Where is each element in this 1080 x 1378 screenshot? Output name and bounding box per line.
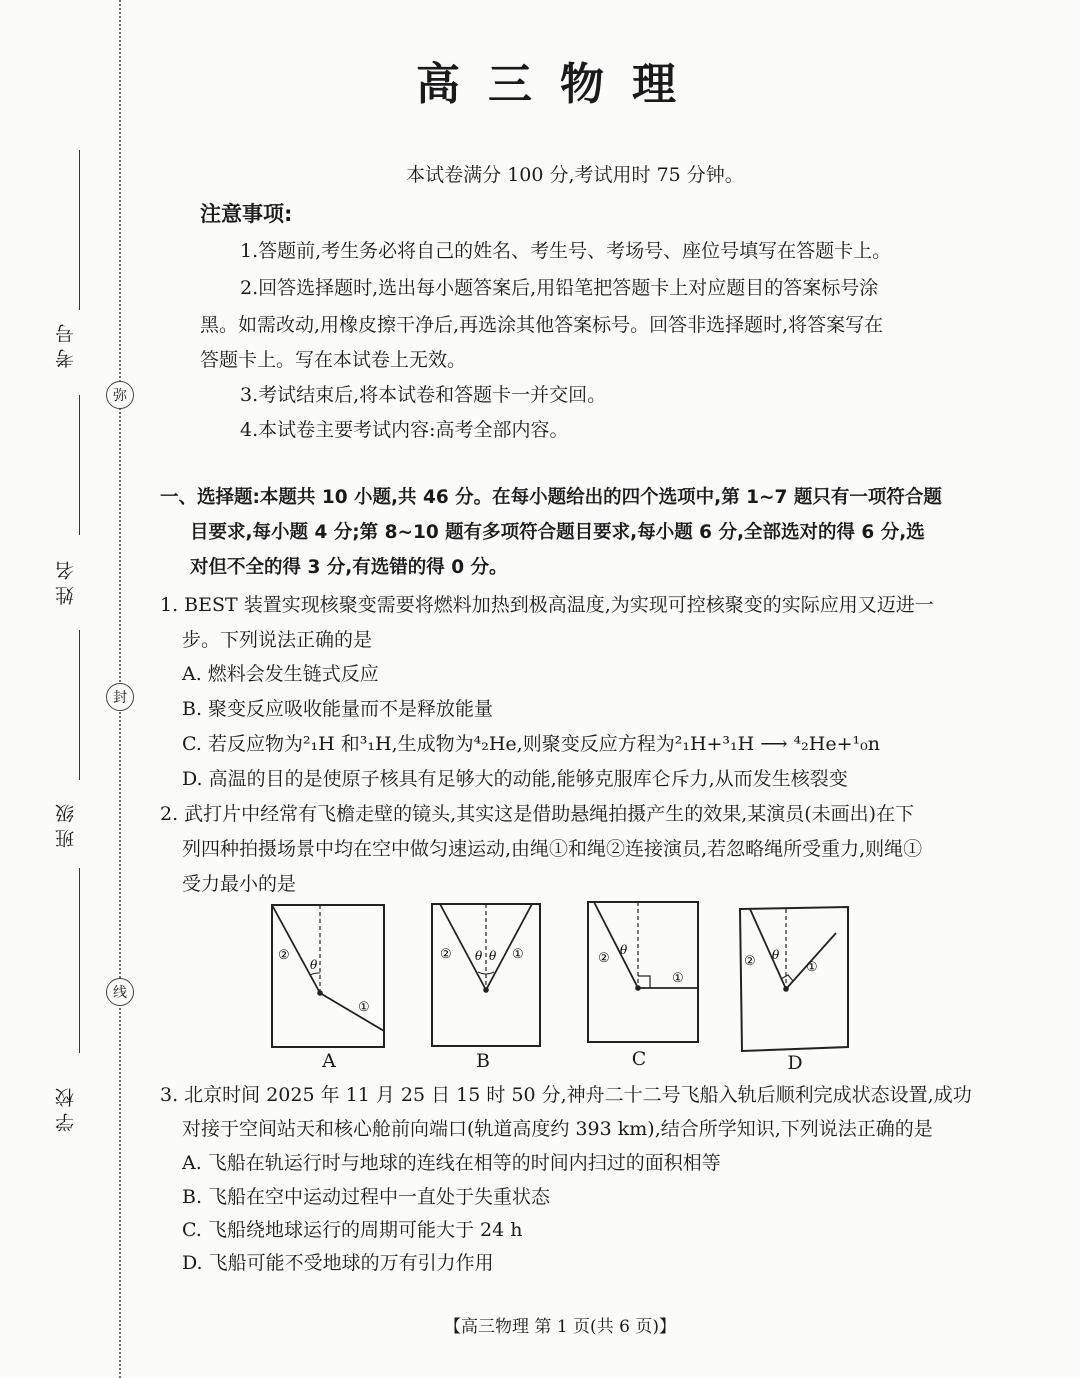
notice-line-5: 3.考试结束后,将本试卷和答题卡一并交回。 [240, 384, 607, 406]
seal-xian: 线 [106, 978, 134, 1006]
notice-line-3: 黑。如需改动,用橡皮擦干净后,再选涂其他答案标号。回答非选择题时,将答案写在 [200, 314, 884, 336]
figure-label-c: C [631, 1048, 647, 1070]
rope-1-label-b: ① [512, 947, 524, 962]
q3-stem-line-1: 3. 北京时间 2025 年 11 月 25 日 15 时 50 分,神舟二十二号飞船入轨后顺利完成状态设置,成功 [160, 1084, 972, 1106]
notice-line-2: 2.回答选择题时,选出每小题答案后,用铅笔把答题卡上对应题目的答案标号涂 [240, 277, 879, 299]
binding-margin [0, 0, 140, 1378]
figure-panel-a [270, 903, 388, 1051]
figure-panel-b [430, 902, 544, 1050]
q3-option-c: C. 飞船绕地球运行的周期可能大于 24 h [182, 1219, 523, 1241]
q2-stem-line-3: 受力最小的是 [182, 873, 297, 895]
seal-mi: 弥 [106, 381, 134, 409]
figure-label-d: D [787, 1052, 803, 1074]
school-line [79, 868, 80, 1053]
exam-number-label: 考号 [55, 318, 77, 368]
q3-option-d: D. 飞船可能不受地球的万有引力作用 [182, 1252, 494, 1274]
q1-option-c: C. 若反应物为²₁H 和³₁H,生成物为⁴₂He,则聚变反应方程为²₁H+³₁H ⟶ ⁴₂He+¹₀n [182, 733, 880, 755]
exam-subtitle: 本试卷满分 100 分,考试用时 75 分钟。 [406, 164, 744, 186]
name-line [79, 395, 80, 535]
notice-line-1: 1.答题前,考生务必将自己的姓名、考生号、考场号、座位号填写在答题卡上。 [240, 240, 892, 262]
notice-line-6: 4.本试卷主要考试内容:高考全部内容。 [240, 419, 569, 441]
class-line [79, 630, 80, 780]
notice-line-4: 答题卡上。写在本试卷上无效。 [200, 349, 467, 371]
figure-panel-c [586, 900, 702, 1046]
q1-option-b: B. 聚变反应吸收能量而不是释放能量 [182, 698, 494, 720]
q3-option-a: A. 飞船在轨运行时与地球的连线在相等的时间内扫过的面积相等 [182, 1152, 721, 1174]
seal-feng: 封 [106, 683, 134, 711]
page-footer: 【高三物理 第 1 页(共 6 页)】 [444, 1317, 676, 1337]
rope-2-label-c: ② [598, 951, 610, 966]
rope-1-label-a: ① [358, 1000, 370, 1015]
q1-option-d: D. 高温的目的是使原子核具有足够大的动能,能够克服库仑斥力,从而发生核裂变 [182, 768, 848, 790]
section-1-line-2: 目要求,每小题 4 分;第 8~10 题有多项符合题目要求,每小题 6 分,全部选对的得 6 分,选 [190, 522, 925, 543]
notice-heading: 注意事项: [200, 202, 293, 226]
page-title: 高三物理 [416, 59, 704, 110]
q3-option-b: B. 飞船在空中运动过程中一直处于失重状态 [182, 1186, 551, 1208]
q2-stem-line-1: 2. 武打片中经常有飞檐走壁的镜头,其实这是借助悬绳拍摄产生的效果,某演员(未画出)在下 [160, 803, 915, 825]
q1-option-a: A. 燃料会发生链式反应 [182, 663, 379, 685]
name-label: 姓名 [55, 555, 77, 605]
figure-panel-d [736, 905, 852, 1055]
q1-stem-line-2: 步。下列说法正确的是 [182, 629, 373, 651]
section-1-line-1: 一、选择题:本题共 10 小题,共 46 分。在每小题给出的四个选项中,第 1~7 题只有一项符合题 [160, 487, 942, 508]
section-1-line-3: 对但不全的得 3 分,有选错的得 0 分。 [190, 557, 508, 578]
school-label: 学校 [55, 1082, 77, 1132]
rope-1-label-c: ① [672, 971, 684, 986]
rope-1-label-d: ① [806, 960, 818, 975]
theta-right-label-b: θ [489, 949, 497, 963]
q2-stem-line-2: 列四种拍摄场景中均在空中做匀速运动,由绳①和绳②连接演员,若忽略绳所受重力,则绳① [182, 838, 923, 860]
figure-label-b: B [476, 1050, 490, 1072]
theta-label-c: θ [620, 943, 628, 957]
class-label: 班级 [55, 798, 77, 848]
theta-left-label-b: θ [475, 949, 483, 963]
rope-2-label-b: ② [440, 947, 452, 962]
theta-label-a: θ [310, 958, 318, 972]
figure-label-a: A [322, 1050, 336, 1072]
exam-number-line [79, 150, 80, 310]
theta-label-d: θ [772, 948, 780, 962]
q1-stem-line-1: 1. BEST 装置实现核聚变需要将燃料加热到极高温度,为实现可控核聚变的实际应用又迈进一 [160, 594, 934, 616]
rope-2-label-d: ② [744, 954, 756, 969]
q3-stem-line-2: 对接于空间站天和核心舱前向端口(轨道高度约 393 km),结合所学知识,下列说法正确的是 [182, 1118, 933, 1140]
rope-2-label-a: ② [278, 948, 290, 963]
